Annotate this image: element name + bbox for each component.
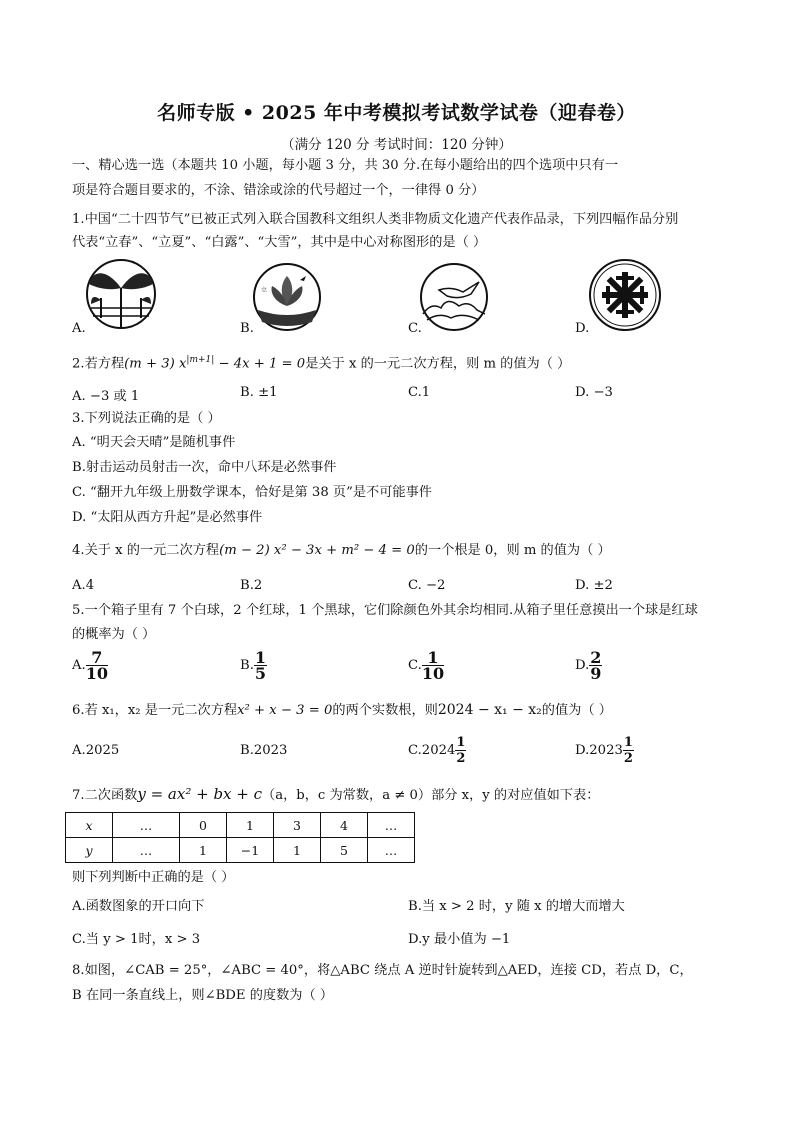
q1-option-b[interactable]: B.	[240, 321, 254, 336]
table-cell: 1	[180, 838, 227, 863]
q2-prefix: 2.若方程	[72, 356, 125, 372]
table-cell: …	[113, 838, 180, 863]
q8-stem-line2: B 在同一条直线上，则∠BDE 的度数为（ ）	[72, 988, 334, 1003]
q4-stem	[72, 542, 611, 560]
q7-option-d[interactable]: D.y 最小值为 −1	[408, 932, 511, 947]
q4-option-c[interactable]: C. −2	[408, 578, 446, 593]
q6-suffix: 的值为（ ）	[541, 703, 612, 718]
q2-stem	[72, 351, 570, 373]
q3-option-d[interactable]: D. “太阳从西方升起”是必然事件	[72, 510, 263, 525]
q6-stem	[72, 701, 612, 720]
snowflake-icon	[588, 258, 662, 332]
q2-equation-rest: − 4x + 1 = 0	[214, 356, 306, 372]
table-cell: x	[66, 813, 113, 838]
q4-option-b[interactable]: B.2	[240, 578, 263, 593]
section-instruction-line1: 一、精心选一选（本题共 10 小题，每小题 3 分，共 30 分.在每小题给出的四个选项中只有一	[72, 158, 619, 173]
q2-option-b[interactable]: B. ±1	[240, 385, 278, 400]
q7-option-c[interactable]: C.当 y > 1时，x > 3	[72, 932, 201, 947]
q4-suffix: 的一个根是 0，则 m 的值为（ ）	[414, 543, 611, 558]
q5-option-d[interactable]: D. $\frac{2}{9}$	[575, 648, 602, 683]
table-cell: −1	[227, 838, 274, 863]
q5-option-a[interactable]: A. $\frac{7}{10}$	[72, 648, 108, 683]
q1-option-c[interactable]: C.	[408, 321, 422, 336]
q5-stem-line1: 5.一个箱子里有 7 个白球，2 个红球，1 个黑球，它们除颜色外其余均相同.从箱子里任意摸出一个球是红球	[72, 603, 698, 618]
sprout-icon	[85, 258, 157, 330]
q7-equation: y = ax² + bx + c	[137, 785, 263, 803]
bird-cloud-icon	[419, 262, 489, 332]
q2-exponent: |m+1|	[186, 355, 215, 365]
q4-option-a[interactable]: A.4	[72, 578, 95, 593]
table-cell: 1	[274, 838, 321, 863]
page-title: 名师专版 • 2025 年中考模拟考试数学试卷（迎春卷）	[157, 102, 636, 124]
q5-option-c[interactable]: C. $\frac{1}{10}$	[408, 648, 445, 683]
q2-equation: (m + 3) x	[124, 356, 187, 372]
table-cell: …	[113, 813, 180, 838]
table-cell: 4	[321, 813, 368, 838]
q6-option-b[interactable]: B.2023	[240, 743, 288, 758]
q7-stem	[72, 785, 599, 805]
q6-option-a[interactable]: A.2025	[72, 743, 120, 758]
q3-option-a[interactable]: A. “明天会天晴”是随机事件	[72, 435, 236, 450]
q7-prefix: 7.二次函数	[72, 788, 138, 803]
q4-prefix: 4.关于 x 的一元二次方程	[72, 543, 220, 558]
q3-option-c[interactable]: C. “翻开九年级上册数学课本，恰好是第 38 页”是不可能事件	[72, 485, 432, 500]
q3-option-b[interactable]: B.射击运动员射击一次，命中八环是必然事件	[72, 460, 337, 475]
q7-option-b[interactable]: B.当 x > 2 时，y 随 x 的增大而增大	[408, 899, 625, 914]
table-row	[66, 838, 415, 863]
q8-stem-line1: 8.如图，∠CAB = 25°，∠ABC = 40°，将△ABC 绕点 A 逆时针旋转到△AED，连接 CD，若点 D，C，	[72, 963, 693, 978]
table-cell: 5	[321, 838, 368, 863]
table-cell: …	[368, 838, 415, 863]
q2-option-a[interactable]: A. −3 或 1	[72, 389, 140, 404]
q6-prefix: 6.若 x₁，x₂ 是一元二次方程	[72, 703, 238, 718]
table-cell: y	[66, 838, 113, 863]
q4-option-d[interactable]: D. ±2	[575, 578, 613, 593]
q7-followup: 则下列判断中正确的是（ ）	[72, 870, 235, 885]
q1-option-d[interactable]: D.	[575, 321, 590, 336]
q2-option-d[interactable]: D. −3	[575, 385, 613, 400]
q6-expression: 2024 − x₁ − x₂	[437, 702, 542, 718]
page-subtitle: （满分 120 分 考试时间：120 分钟）	[281, 137, 512, 153]
table-cell: 0	[180, 813, 227, 838]
lotus-icon	[252, 262, 322, 332]
q7-suffix: （a，b，c 为常数，a ≠ 0）部分 x，y 的对应值如下表：	[262, 788, 600, 803]
q6-equation: x² + x − 3 = 0	[237, 703, 333, 718]
q6-middle: 的两个实数根，则	[332, 703, 438, 718]
q2-suffix: 是关于 x 的一元二次方程，则 m 的值为（ ）	[305, 356, 571, 372]
q6-option-c[interactable]: C.2024 $\frac{1}{2}$	[408, 735, 466, 766]
q4-equation: (m − 2) x² − 3x + m² − 4 = 0	[219, 543, 415, 558]
table-row	[66, 813, 415, 838]
q1-option-a[interactable]: A.	[72, 321, 86, 336]
q5-option-b[interactable]: B. $\frac{1}{5}$	[240, 648, 267, 683]
table-cell: …	[368, 813, 415, 838]
q3-stem: 3.下列说法正确的是（ ）	[72, 411, 221, 426]
table-cell: 1	[227, 813, 274, 838]
q5-stem-line2: 的概率为（ ）	[72, 627, 156, 642]
q7-value-table	[65, 812, 415, 863]
section-instruction-line2: 项是符合题目要求的，不涂、错涂或涂的代号超过一个，一律得 0 分）	[72, 183, 485, 198]
q2-option-c[interactable]: C.1	[408, 385, 431, 400]
svg-text:立: 立	[261, 287, 268, 294]
q1-stem-line1: 1.中国“二十四节气”已被正式列入联合国教科文组织人类非物质文化遗产代表作品录，下列四幅作品分别	[72, 212, 679, 227]
q7-option-a[interactable]: A.函数图象的开口向下	[72, 899, 205, 914]
q1-stem-line2: 代表“立春”、“立夏”、“白露”、“大雪”，其中是中心对称图形的是（ ）	[72, 235, 487, 250]
table-cell: 3	[274, 813, 321, 838]
q6-option-d[interactable]: D.2023 $\frac{1}{2}$	[575, 735, 633, 766]
